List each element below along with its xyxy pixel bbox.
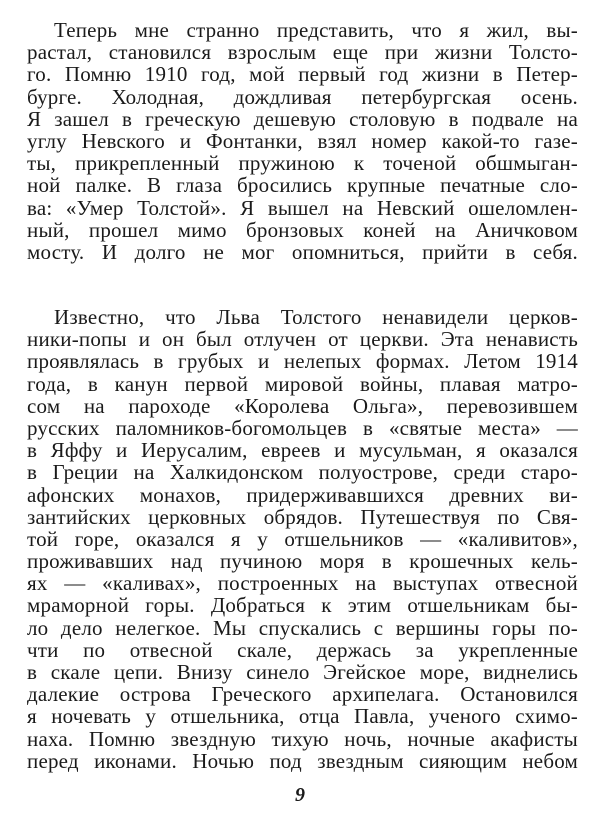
text-line: ло дело нелегкое. Мы спускались с вершины горы по- <box>27 615 578 640</box>
text-line: чти по отвесной скале, держась за укрепленные <box>27 637 578 662</box>
text-line: сом на пароходе «Королева Ольга», перевозившем <box>27 393 578 418</box>
text-line: ный, прошел мимо бронзовых коней на Аничковом <box>27 217 578 242</box>
text-line: в Яффу и Иерусалим, евреев и мусульман, я оказался <box>27 438 578 463</box>
paragraph-athos-journey <box>27 306 578 772</box>
text-line: ной палке. В глаза бросились крупные печатные сло- <box>27 173 578 198</box>
text-line: Известно, что Льва Толстого ненавидели церков- <box>54 305 578 329</box>
text-line: я ночевать у отшельника, отца Павла, ученого схимо- <box>27 704 578 729</box>
text-line: ях — «каливах», построенных на выступах отвесной <box>27 571 578 596</box>
text-line: той горе, оказался я у отшельников — «каливитов», <box>27 526 578 551</box>
text-line: ники-попы и он был отлучен от церкви. Эта ненависть <box>27 327 578 352</box>
text-line: наха. Помню звездную тихую ночь, ночные акафисты <box>27 726 578 751</box>
text-line: мраморной горы. Добраться к этим отшельникам бы- <box>27 593 578 618</box>
text-line: русских паломников-богомольцев в «святые места» — <box>27 415 578 440</box>
text-line: далекие острова Греческого архипелага. Остановился <box>27 682 578 707</box>
text-line: углу Невского и Фонтанки, взял номер какой-то газе- <box>27 128 578 153</box>
text-line: зантийских церковных обрядов. Путешествуя по Свя- <box>27 504 578 529</box>
text-line: проявлялась в грубых и нелепых формах. Летом 1914 <box>27 349 578 374</box>
text-line: го. Помню 1910 год, мой первый год жизни в Петер- <box>27 62 578 87</box>
text-line: в Греции на Халкидонском полуострове, среди старо- <box>27 460 578 485</box>
text-line: бурге. Холодная, дождливая петербургская осень. <box>27 84 578 109</box>
text-line: мосту. И долго не мог опомниться, прийти в себя. <box>27 239 578 264</box>
text-line: Теперь мне странно представить, что я жил, вы- <box>54 18 578 42</box>
text-line: ва: «Умер Толстой». Я вышел на Невский ошеломлен- <box>27 195 578 220</box>
text-line: Я зашел в греческую дешевую столовую в подвале на <box>27 106 578 131</box>
text-line: ты, прикрепленный пружиною к точеной обшмыган- <box>27 151 578 176</box>
text-line: в скале цепи. Внизу синело Эгейское море, виднелись <box>27 660 578 684</box>
text-line: растал, становился взрослым еще при жизни Толсто- <box>27 40 578 65</box>
text-line: афонских монахов, придерживавшихся древних ви- <box>27 482 578 507</box>
page-number: 9 <box>295 784 305 806</box>
paragraph-tolstoy-death <box>27 19 578 263</box>
text-line: года, в канун первой мировой войны, плавая матро- <box>27 371 578 396</box>
text-line: проживавших над пучиною моря в крошечных кель- <box>27 549 578 574</box>
text-line: перед иконами. Ночью под звездным сияющим небом <box>27 748 578 773</box>
